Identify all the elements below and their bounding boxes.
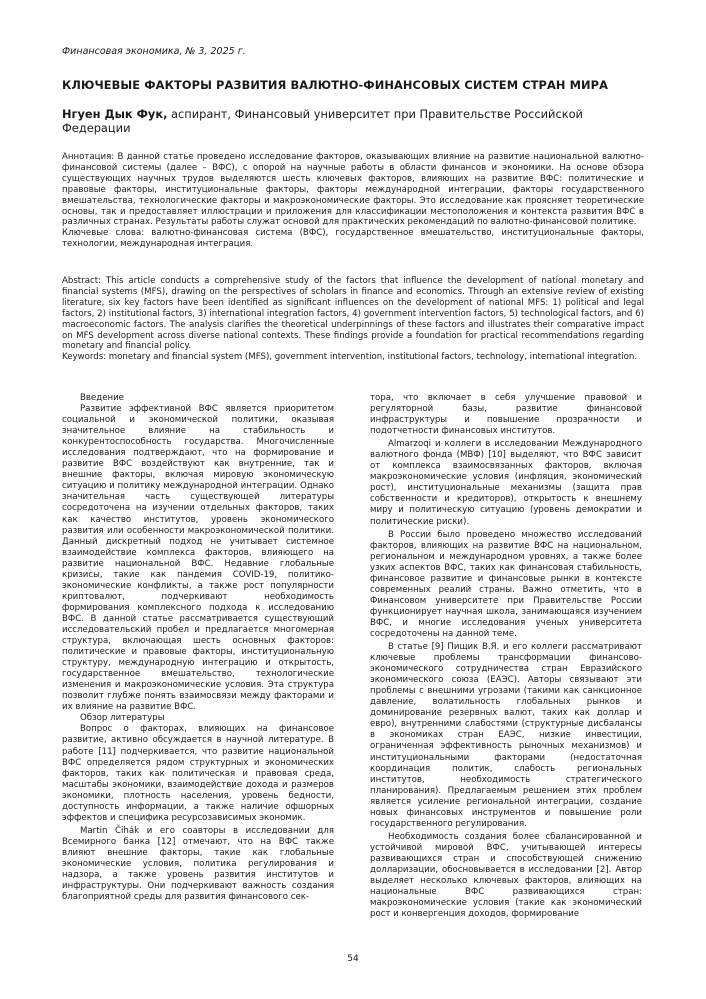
abstract-en [62, 276, 644, 363]
paragraph: Almarzoqi и коллеги в исследовании Международного валютного фонда (МВФ) [10] выделяют, что ВФС зависит от комплекса взаимосвязанных факторов, включая макроэкономические условия (инфляция, экономический рост), институциональные механизмы (защита прав собственности и кредиторов), открытость к внешнему миру и политическую ситуацию (уровень демократии и политические риски). [370, 439, 642, 527]
keywords-en: Keywords: monetary and financial system (MFS), government intervention, institutional factors, technology, international integration. [62, 352, 638, 363]
paragraph: тора, что включает в себя улучшение правовой и регуляторной базы, развитие финансовой инфраструктуры и повышение прозрачности и подотчетности финансовых институтов. [370, 393, 642, 437]
annotation-text: Аннотация: В данной статье проведено исследование факторов, оказывающих влияние на развитие национальной валютно-финансовой системы (далее – ВФС), с опорой на научные работы в области финансов и экономики. На основе обзора существующих научных трудов выделяются шесть ключевых факторов, влияющих на развитие ВФС: политические и правовые факторы, институциональные факторы, факторы международной интеграции, факторы государственного вмешательства, технологические факторы и макроэкономические факторы. Это исследование как проясняет теоретические основы, так и предоставляет иллюстрации и приложения для классификации местоположения и контекста развития ВФС в различных странах. Результаты работы служат основой для практических рекомендаций по валютно-финансовой политике. [62, 152, 644, 228]
section-heading-review: Обзор литературы [80, 713, 165, 724]
abstract-ru [62, 152, 644, 250]
abstract-text: Abstract: This article conducts a comprehensive study of the factors that influence the development of national monetary and financial systems (MFS), drawing on the perspectives of scholars in finance and economics. Through an extensive review of existing literature, six key factors have been identified as significant influences on the development of national MFS: 1) political and legal factors, 2) institutional factors, 3) international integration factors, 4) government intervention factors, 5) technological factors, and 6) macroeconomic factors. The analysis clarifies the theoretical underpinnings of these factors and illustrates their comparative impact on MFS development across diverse national contexts. These findings provide a foundation for practical recommendations regarding monetary and financial policy. [62, 276, 644, 352]
right-column [370, 393, 642, 922]
journal-header: Финансовая экономика, № 3, 2025 г. [62, 46, 246, 57]
section-heading-intro: Введение [80, 393, 124, 403]
author-line [62, 107, 644, 135]
keywords-ru: Ключевые слова: валютно-финансовая система (ВФС), государственное вмешательство, институциональные факторы, технологии, международная интеграция. [62, 228, 644, 250]
paragraph: Развитие эффективной ВФС является приоритетом социальной и экономической политики, оказывая значительное влияние на стабильность и конкурентоспособность государства. Многочисленные исследования подтверждают, что на формирование и развитие ВФС воздействуют как внутренние, так и внешние факторы, включая мировую экономическую ситуацию и политику международной интеграции. Однако значительная часть существующей литературы сосредоточена на изучении отдельных факторов, таких как качество институтов, уровень экономического развития или особенности макроэкономической политики. Данный дискретный подход не учитывает системное взаимодействие комплекса факторов, влияющего на развитие национальной ВФС. Недавние глобальные кризисы, такие как пандемия COVID-19, политико-экономические конфликты, а также рост популярности криптовалют, подчеркивают необходимость формирования комплексного подхода к исследованию ВФС. В данной статье рассматривается существующий исследовательский пробел и предлагается многомерная структура, включающая шесть основных факторов: политические и правовые факторы, институциональную структуру, международную интеграцию и открытость, государственное вмешательство, технологические изменения и макроэкономические условия. Эта структура позволит глубже понять взаимосвязи между факторами и их влияние на развитие ВФС. [62, 404, 334, 713]
paragraph: Необходимость создания более сбалансированной и устойчивой мировой ВФС, учитывающей интересы развивающихся стран и способствующей снижению долларизации, обосновывается в исследовании [2]. Автор выделяет несколько ключевых факторов, влияющих на национальные ВФС развивающихся стран: макроэкономические условия (такие как экономический рост и конвергенция доходов, формирование [370, 831, 642, 920]
author-name: Нгуен Дык Фук, [62, 107, 168, 121]
paragraph: В статье [9] Пищик В.Я. и его коллеги рассматривают ключевые проблемы трансформации финансово-экономического сотрудничества стран Евразийского экономического союза (ЕАЭС). Авторы связывают эти проблемы с внешними угрозами (такими как санкционное давление, волатильность глобальных рынков и доминирование резервных валют, таких как доллар и евро), внутренними слабостями (структурные дисбалансы в экономиках стран ЕАЭС, низкие инвестиции, ограниченная эффективность рыночных механизмов) и институциональными факторами (недостаточная координация политик, слабость региональных институтов, необходимость стратегического планирования). Предлагаемым решением этих проблем является усиление региональной интеграции, создание новых финансовых инструментов и повышение роли государственного регулирования. [370, 642, 642, 829]
paragraph: Martin Čihák и его соавторы в исследовании для Всемирного банка [12] отмечают, что на ВФС также влияют внешние факторы, такие как глобальные экономические условия, политика регулирования и надзора, а также уровень развития институтов и инфраструктуры. Они подчеркивают важность создания благоприятной среды для развития финансового сек- [62, 825, 334, 903]
paragraph: В России было проведено множество исследований факторов, влияющих на развитие ВФС на национальном, региональном и международном уровнях, а также более узких аспектов ВФС, таких как финансовая стабильность, финансовое развитие и финансовые рынки в контексте современных реалий страны. Важно отметить, что в Финансовом университете при Правительстве России функционирует научная школа, занимающаяся изучением ВФС, и многие исследования ученых университета сосредоточены на данной теме. [370, 529, 642, 639]
article-title: КЛЮЧЕВЫЕ ФАКТОРЫ РАЗВИТИЯ ВАЛЮТНО-ФИНАНСОВЫХ СИСТЕМ СТРАН МИРА [62, 78, 609, 92]
page-number: 54 [347, 954, 359, 964]
paragraph: Вопрос о факторах, влияющих на финансовое развитие, активно обсуждается в научной литературе. В работе [11] подчеркивается, что развитие национальной ВФС определяется рядом структурных и экономических факторов, таких как политическая и правовая среда, масштабы экономики, взаимодействие дохода и размеров экономики, плотность населения, уровень бедности, доступность информации, а также наличие офшорных эффектов и специфика ресурсозависимых экономик. [62, 724, 334, 823]
author-affiliation: аспирант, Финансовый университет при Правительстве Российской Федерации [62, 107, 583, 135]
left-column [62, 393, 334, 905]
